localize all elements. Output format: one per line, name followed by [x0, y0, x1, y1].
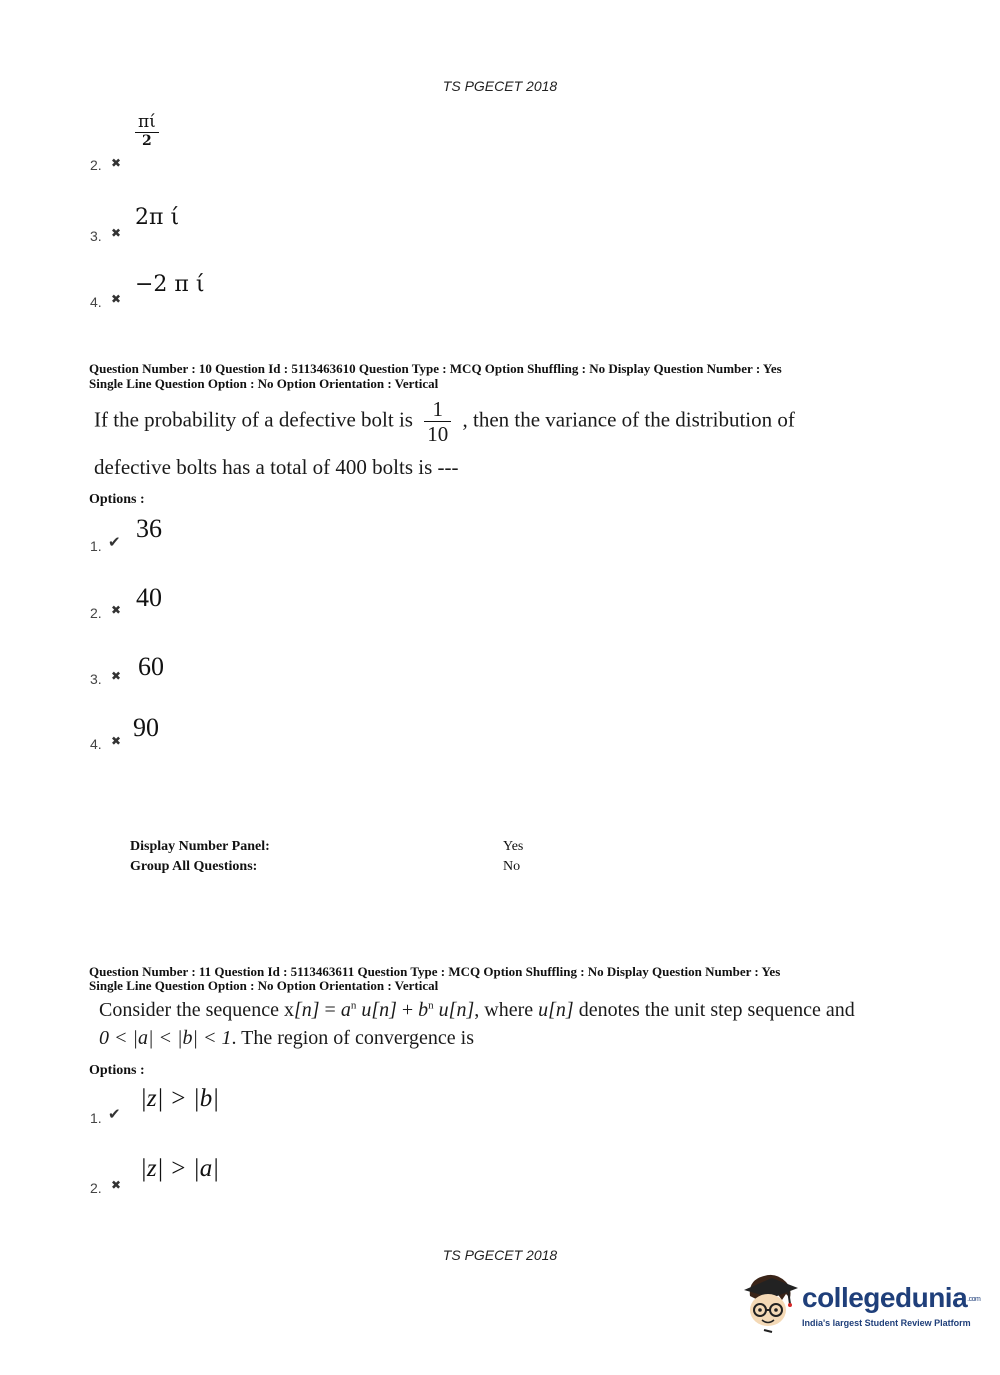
- option-number: 2.: [90, 157, 102, 173]
- page-header: TS PGECET 2018: [442, 78, 558, 94]
- cross-icon: ✖: [111, 734, 122, 748]
- option-number: 4.: [90, 294, 102, 310]
- question-text: If the probability of a defective bolt is $\frac{1}{10}$ , then the variance of the distribution of: [94, 397, 795, 446]
- collegedunia-logo: [742, 1270, 981, 1340]
- group-all-questions-label: Group All Questions:: [130, 859, 258, 874]
- option-number: 4.: [90, 736, 102, 752]
- option-value: 90: [133, 713, 159, 742]
- option-number: 3.: [90, 671, 102, 687]
- display-number-panel-label: Display Number Panel:: [130, 839, 270, 854]
- options-label: Options :: [89, 1063, 145, 1078]
- option-number: 1.: [90, 1110, 102, 1126]
- option-value: $\frac{\pi ί}{2}$: [135, 112, 159, 149]
- page-footer: TS PGECET 2018: [442, 1247, 558, 1263]
- option-number: 3.: [90, 228, 102, 244]
- question-text: Consider the sequence $x[n] = a^n$ $u[n] + b^n$ u[n], where u[n] denotes the unit step sequence and: [99, 999, 855, 1021]
- option-value: 60: [138, 652, 164, 681]
- cross-icon: ✖: [111, 292, 122, 306]
- option-number: 2.: [90, 1180, 102, 1196]
- check-icon: ✔: [108, 1107, 121, 1123]
- cross-icon: ✖: [111, 156, 122, 170]
- cross-icon: ✖: [111, 669, 122, 683]
- cross-icon: ✖: [111, 226, 122, 240]
- option-value: −2 π ί: [135, 272, 205, 297]
- question-meta: Single Line Question Option : No Option Orientation : Vertical: [89, 978, 439, 993]
- option-value: 40: [136, 583, 162, 612]
- option-number: 1.: [90, 538, 102, 554]
- option-value: |z| > |b|: [140, 1085, 220, 1112]
- question-meta: Single Line Question Option : No Option Orientation : Vertical: [89, 376, 439, 391]
- logo-wordmark: collegedunia.com: [802, 1282, 981, 1313]
- logo-tagline: India's largest Student Review Platform: [802, 1318, 971, 1328]
- cross-icon: ✖: [111, 603, 122, 617]
- group-all-questions-value: No: [503, 859, 521, 874]
- option-value: 2π ί: [135, 205, 180, 230]
- options-label: Options :: [89, 492, 145, 507]
- question-text-line2: 0 < |a| < |b| < 1. The region of convergence is: [99, 1027, 474, 1049]
- question-meta: Question Number : 10 Question Id : 5113463610 Question Type : MCQ Option Shuffling : No Display Question Number : Yes: [89, 361, 782, 376]
- option-value: |z| > |a|: [140, 1155, 220, 1182]
- option-value: 36: [136, 514, 162, 543]
- mascot-icon: [742, 1270, 798, 1336]
- cross-icon: ✖: [111, 1178, 122, 1192]
- option-number: 2.: [90, 605, 102, 621]
- question-text-line2: defective bolts has a total of 400 bolts is ---: [94, 455, 459, 479]
- display-number-panel-value: Yes: [503, 839, 524, 854]
- check-icon: ✔: [108, 535, 121, 551]
- question-meta: Question Number : 11 Question Id : 5113463611 Question Type : MCQ Option Shuffling : No Display Question Number : Yes: [89, 964, 781, 979]
